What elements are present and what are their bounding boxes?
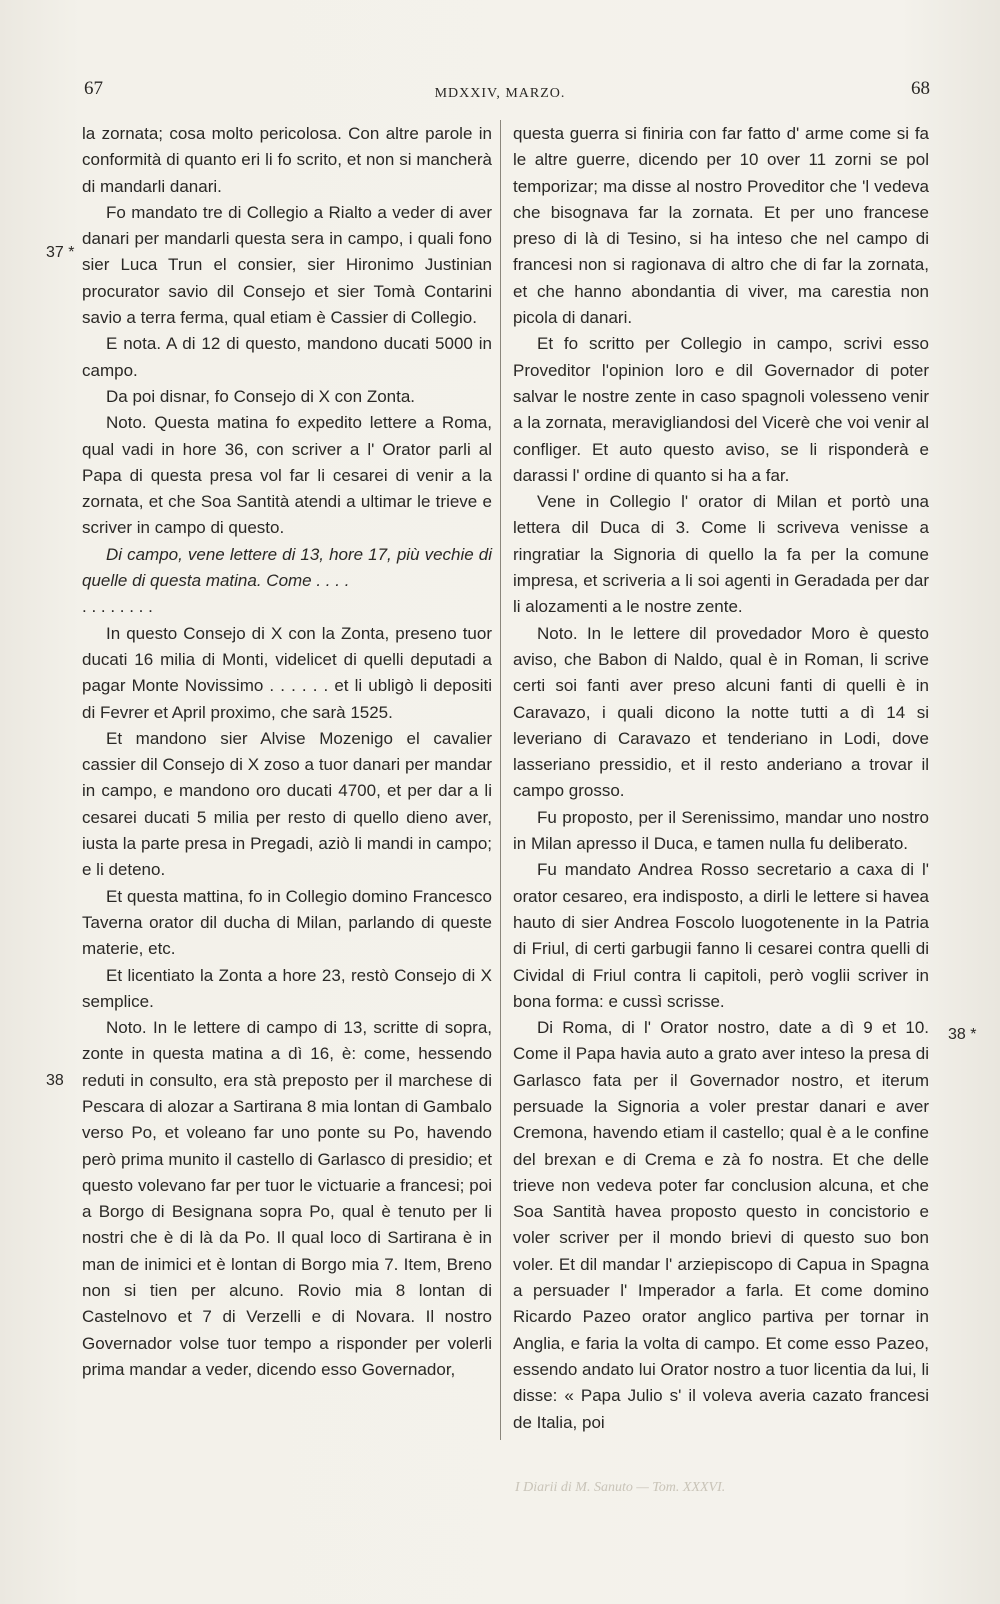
margin-number-38: 38 <box>46 1072 64 1089</box>
running-title: MDXXIV, MARZO. <box>434 86 566 101</box>
right-column <box>513 121 929 1436</box>
left-column <box>82 121 492 1383</box>
left-paragraph: Noto. In le lettere di campo di 13, scritte di sopra, zonte in questa matina a dì 16, è: come, hessendo reduti in consulto, era stà preposto per il marchese di Pescara di alozar a Sartirana 8 mia lontan di Gambalo verso Po, et voleano far uno ponte su Po, havendo però prima munito il castello di Garlasco di presidio; et questo volevano far per tuor le victuarie a francesi; poi a Borgo di Besignana sopra Po, qual è tenuto per li nostri che è di là da Po. Il qual loco di Sartirana è in man de inimici et è lontan di Borgo mia 7. Item, Breno non si tien per alcuno. Rovio mia 8 lontan di Castelnovo et 7 di Verzelli e di Novara. Il nostro Governador volse tuor tempo a risponder per volerli prima mandar a veder, dicendo esso Governador, <box>82 1018 492 1379</box>
margin-number-38-star: 38 * <box>948 1026 977 1043</box>
page-number-left: 67 <box>84 78 103 99</box>
page-number-right: 68 <box>911 78 930 99</box>
left-paragraph-ellipsis: . . . . . . . . <box>82 597 153 617</box>
right-paragraph: Fu proposto, per il Serenissimo, mandar uno nostro in Milan apresso il Duca, e tamen nulla fu deliberato. <box>513 807 929 854</box>
left-paragraph-italic: Di campo, vene lettere di 13, hore 17, più vechie di quelle di questa matina. Come . . . . <box>82 544 492 591</box>
right-paragraph: questa guerra si finiria con far fatto d' arme come si fa le altre guerre, dicendo per 10 over 11 zorni se pol temporizar; ma disse al nostro Proveditor che 'l vedeva che bisognava far la zornata. Et per uno francese preso di là di Tesino, si ha inteso che nel campo di francesi non si ragionava di altro che di far la zornata, et che hanno abondantia di viver, ma carestia non picola di danari. <box>513 124 929 328</box>
left-paragraph: In questo Consejo di X con la Zonta, preseno tuor ducati 16 milia di Monti, videlicet di quelli deputadi a pagar Monte Novissimo . . . . . . et li ubligò li depositi di Fevrer et April proximo, che sarà 1525. <box>82 623 492 722</box>
left-paragraph: E nota. A di 12 di questo, mandono ducati 5000 in campo. <box>82 334 492 380</box>
column-divider <box>500 120 501 1440</box>
left-paragraph: Et licentiato la Zonta a hore 23, restò Consejo di X semplice. <box>82 965 492 1011</box>
margin-number-37: 37 * <box>46 244 75 261</box>
left-paragraph: Noto. Questa matina fo expedito lettere a Roma, qual vadi in hore 36, con scriver a l' Orator parli al Papa di questa presa vol far li cesarei di venir a la zornata, et che Soa Santità atendi a ultimar le trieve e scriver in campo di questo. <box>82 413 492 538</box>
right-paragraph: Noto. In le lettere dil provedador Moro è questo aviso, che Babon di Naldo, qual è in Roman, li scrive certi soi fanti aver preso alcuni fanti di quelli è in Caravazo, i quali dicono la notte tutti a dì 14 si leveriano di Caravazo et tenderiano in Lodi, dove lasseriano pressidio, et il resto anderiano a trovar il campo grosso. <box>513 623 929 801</box>
right-paragraph: Vene in Collegio l' orator di Milan et portò una lettera dil Duca di 3. Come li scriveva venisse a ringratiar la Signoria di quello la fa per la comune impresa, et scriveria a li soi agenti in Geradada per dar li alozamenti a le nostre zente. <box>513 492 929 617</box>
right-paragraph: Fu mandato Andrea Rosso secretario a caxa di l' orator cesareo, era indisposto, a dirli le lettere si havea hauto di sier Andrea Foscolo luogotenente in la Patria di Friul, di certi garbugii fanno li cesarei contra quelli di Cividal di Friul contra li capitoli, però voglii scriver in bona forma: e cussì scrisse. <box>513 860 929 1011</box>
left-paragraph: Et mandono sier Alvise Mozenigo el cavalier cassier dil Consejo di X zoso a tuor danari per mandar in campo, e mandono oro ducati 4700, et per dar a li cesarei ducati 5 milia per resto di quello dieno aver, iusta la parte presa in Pregadi, aziò li mandi in campo; e li deteno. <box>82 728 492 880</box>
right-paragraph: Et fo scritto per Collegio in campo, scrivi esso Proveditor l'opinion loro e dil Governador di poter salvar le nostre zente in caso spagnoli volesseno venir a la zornata, meravigliandosi del Vicerè che voi venir al confliger. Et auto questo aviso, se li risponderà e darassi l' ordine di quanto si ha a far. <box>513 334 929 485</box>
right-paragraph: Di Roma, di l' Orator nostro, date a dì 9 et 10. Come il Papa havia auto a grato aver inteso la presa di Garlasco fata per il Governador nostro, et iterum persuade la Signoria a voler prestar danari e aver Cremona, havendo etiam il castello; qual è a le confine del brexan e di Crema e zà fo nostra. Et che delle trieve non vedeva poter far conclusion alcuna, et che Soa Santità havea proposto questo in concistorio e voler scriver per il mondo brievi di questo suo bon voler. Et dil mandar l' arziepiscopo di Capua in Spagna a persuader l' Imperador a farla. Et come domino Ricardo Pazeo orator anglico partiva per tornar in Anglia, e faria la volta di campo. Et come esso Pazeo, essendo andato lui Orator nostro a tuor licentia da lui, li disse: « Papa Julio s' il voleva averia cazato francesi de Italia, poi <box>513 1018 929 1432</box>
left-paragraph: Da poi disnar, fo Consejo di X con Zonta. <box>106 386 416 406</box>
left-paragraph: Et questa mattina, fo in Collegio domino Francesco Taverna orator dil ducha di Milan, parlando di queste materie, etc. <box>82 886 492 959</box>
bleed-through-footer: I Diarii di M. Sanuto — Tom. XXXVI. <box>515 1480 726 1495</box>
left-paragraph: Fo mandato tre di Collegio a Rialto a veder di aver danari per mandarli questa sera in campo, i quali fono sier Luca Trun el consier, sier Hironimo Justinian procurator savio dil Consejo et sier Tomà Contarini savio a terra ferma, qual etiam è Cassier di Collegio. <box>82 202 492 328</box>
left-paragraph: la zornata; cosa molto pericolosa. Con altre parole in conformità di quanto eri li fo scrito, et non si mancherà di mandarli danari. <box>82 124 492 196</box>
